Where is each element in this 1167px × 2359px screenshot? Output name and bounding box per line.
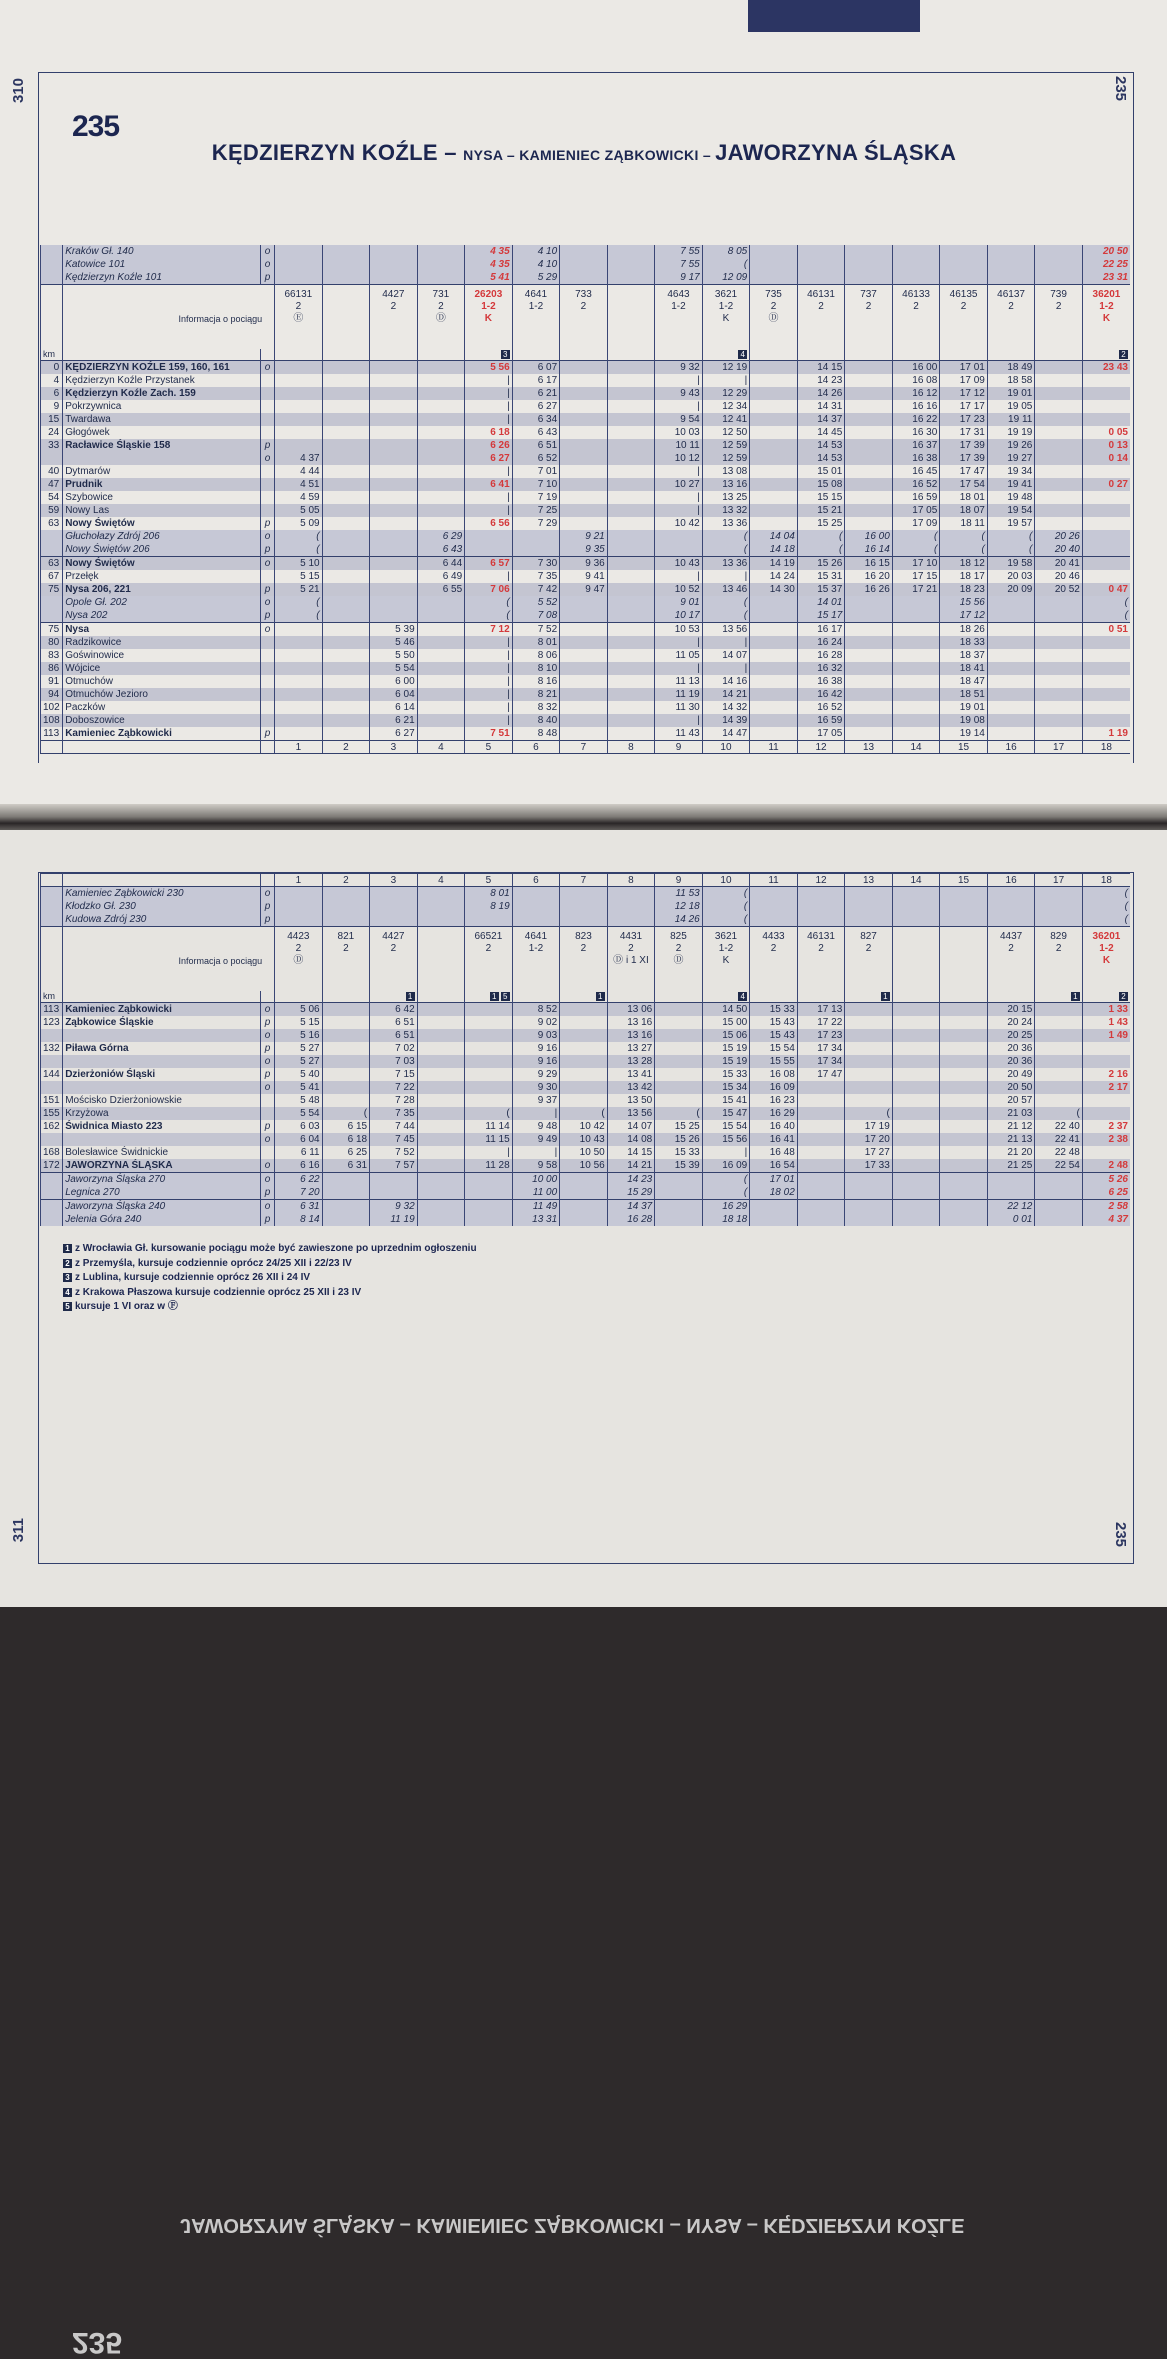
page-number-top-left: 310 (10, 78, 27, 104)
footnote-text: z Przemyśla, kursuje codziennie oprócz 24/25 XII i 22/23 IV (75, 1257, 352, 1269)
train-info-label: Informacja o pociągu (63, 927, 275, 992)
footnote-text: kursuje 1 VI oraz w Ⓕ (75, 1301, 178, 1312)
train-info (607, 285, 655, 350)
train-info: 46131 2 (797, 927, 845, 992)
connecting-row: Katowice 101 o 4 35 4 10 7 55 ( 22 25 (41, 258, 1131, 271)
footnote-marker: 4 (738, 350, 747, 359)
footnote-marker: 5 (501, 992, 510, 1001)
station-name: Doboszowice (63, 714, 261, 727)
train-info (892, 927, 940, 992)
station-name: Mościsko Dzierżoniowskie (65, 1095, 182, 1106)
train-info: 36201 1-2 K (1082, 927, 1130, 992)
train-info: 4427 2 (370, 285, 418, 350)
station-row: 75 Nysa 206, 221 p 5 21 6 55 7 06 7 42 9 47 10 52 13 46 14 30 15 37 16 26 17 21 18 23 20 09 20 52 0 47 (41, 583, 1131, 596)
route-number: 235 (72, 110, 120, 143)
station-row: 33 Racławice Śląskie 158 p 6 26 6 51 10 11 12 59 14 53 16 37 17 39 19 26 0 13 (41, 439, 1131, 452)
train-info: 46133 2 (892, 285, 940, 350)
station-name: JAWORZYNA ŚLĄSKA (63, 1159, 261, 1173)
station-name: KĘDZIERZYN KOŹLE 159, 160, 161 (63, 361, 261, 375)
station-row: Nysa 202 p ( ( 7 08 10 17 ( 15 17 17 12 ( (41, 609, 1131, 623)
station-row: 91 Otmuchów 6 00 | 8 16 11 13 14 16 16 38 18 47 (41, 675, 1131, 688)
footnote-text: z Krakowa Płaszowa kursuje codziennie oprócz 25 XII i 23 IV (75, 1286, 362, 1298)
station-name: Jaworzyna Śląska 270 (63, 1173, 261, 1187)
station-row: 75 Nysa o 5 39 7 12 7 52 10 53 13 56 16 17 18 26 0 51 (41, 623, 1131, 637)
station-row: o 5 41 7 22 9 30 13 42 15 34 16 09 20 50 2 17 (41, 1081, 1131, 1094)
footnote-item (63, 1257, 477, 1272)
connecting-row: Kędzierzyn Koźle 101 p 5 41 5 29 9 17 12 09 23 31 (41, 271, 1131, 285)
connecting-row: Kudowa Zdrój 230 p 14 26 ( ( (41, 913, 1131, 927)
station-row: 102 Paczków 6 14 | 8 32 11 30 14 32 16 52 19 01 (41, 701, 1131, 714)
connecting-row: Kamieniec Ząbkowicki 230 o 8 01 11 53 ( ( (41, 887, 1131, 901)
station-name (63, 1055, 261, 1068)
connecting-row: Kłodzko Gł. 230 p 8 19 12 18 ( ( (41, 900, 1131, 913)
station-name: Głogówek (65, 427, 110, 438)
station-name: Nysa (63, 623, 261, 637)
station-row: 123 Ząbkowice Śląskie p 5 15 6 51 9 02 13 16 15 00 15 43 17 22 20 24 1 43 (41, 1016, 1131, 1029)
station-name: Nysa 206, 221 (63, 583, 261, 596)
train-info: 4431 2 Ⓓ i 1 XI (607, 927, 655, 992)
station-name: Kędzierzyn Koźle Przystanek (65, 375, 195, 386)
train-info: 4641 1-2 (512, 927, 560, 992)
station-name: Ząbkowice Śląskie (65, 1017, 154, 1028)
station-name: Kamieniec Ząbkowicki 230 (63, 887, 261, 901)
train-info: 46135 2 (940, 285, 988, 350)
footnote-marker: 4 (738, 992, 747, 1001)
station-row: 63 Nowy Świętów o 5 10 6 44 6 57 7 30 9 36 10 43 13 36 14 19 15 26 16 15 17 10 18 12 19 58 20 41 (41, 557, 1131, 571)
footnote-marker: 1 (596, 992, 605, 1001)
station-row: Jaworzyna Śląska 270 o 6 22 10 00 14 23 ( 17 01 5 26 (41, 1173, 1131, 1187)
train-info: 739 2 (1035, 285, 1083, 350)
show-through-number: 235 (72, 2326, 123, 2359)
train-info-row (41, 285, 1131, 350)
station-name: Kędzierzyn Koźle 101 (63, 271, 261, 285)
station-row: 40 Dytmarów 4 44 | 7 01 | 13 08 15 01 16 45 17 47 19 34 (41, 465, 1131, 478)
train-info: 3621 1-2 K (702, 927, 750, 992)
station-name: Katowice 101 (63, 258, 261, 271)
station-name: Dytmarów (65, 466, 111, 477)
footnote-marker: 5 (63, 1302, 72, 1311)
station-name: Dzierżoniów Śląski (65, 1069, 156, 1080)
station-name: Przełęk (65, 571, 99, 582)
footnote-marker: 1 (881, 992, 890, 1001)
station-name: Głuchołazy Zdrój 206 (63, 530, 261, 543)
route-title-middle: NYSA – KAMIENIEC ZĄBKOWICKI – (463, 147, 716, 163)
station-row: Opole Gł. 202 o ( ( 5 52 9 01 ( 14 01 15 56 ( (41, 596, 1131, 609)
station-row: Jelenia Góra 240 p 8 14 11 19 13 31 16 28 18 18 0 01 4 37 (41, 1213, 1131, 1226)
train-info: 731 2 Ⓓ (417, 285, 465, 350)
station-row: Jaworzyna Śląska 240 o 6 31 9 32 11 49 14 37 16 29 22 12 2 58 (41, 1200, 1131, 1214)
station-name: Otmuchów Jezioro (63, 688, 261, 701)
station-row: 86 Wójcice 5 54 | 8 10 | | 16 32 18 41 (41, 662, 1131, 675)
route-title (40, 140, 1128, 166)
station-name: Kamieniec Ząbkowicki (65, 728, 172, 739)
station-name: Nowy Świętów (65, 518, 135, 529)
station-row: 83 Goświnowice 5 50 | 8 06 11 05 14 07 16 28 18 37 (41, 649, 1131, 662)
footnote-marker: 3 (501, 350, 510, 359)
station-row: 9 Pokrzywnica | 6 27 | 12 34 14 31 16 16 17 17 19 05 (41, 400, 1131, 413)
station-row: 162 Świdnica Miasto 223 p 6 03 6 15 7 44 11 14 9 48 10 42 14 07 15 25 15 54 16 40 17 19 21 12 22 40 2 37 (41, 1120, 1131, 1133)
station-name: Jelenia Góra 240 (63, 1213, 261, 1226)
page-number-top-right: 235 (1112, 76, 1129, 102)
station-row: 63 Nowy Świętów p 5 09 6 56 7 29 10 42 13 36 15 25 17 09 18 11 19 57 (41, 517, 1131, 530)
footnote-marker-row: km 3 4 2 (41, 349, 1131, 361)
footnote-item (63, 1271, 477, 1286)
timetable-bottom (40, 873, 1130, 1226)
station-name (63, 1133, 261, 1146)
footnotes (63, 1242, 477, 1315)
footnote-marker: 1 (63, 1244, 72, 1253)
station-name: Twardawa (63, 413, 261, 426)
train-info: 4641 1-2 (512, 285, 560, 350)
station-name (63, 1081, 261, 1094)
station-name: Świdnica Miasto 223 (65, 1121, 163, 1132)
station-name: Kudowa Zdrój 230 (63, 913, 261, 927)
train-info (417, 927, 465, 992)
train-info-label: Informacja o pociągu (63, 285, 275, 350)
column-numbers: 1 2 3 4 5 6 7 8 9 10 11 12 13 14 15 16 17 18 (41, 874, 1131, 887)
station-name: Wójcice (63, 662, 261, 675)
train-info: 4437 2 (987, 927, 1035, 992)
footnote-item (63, 1286, 477, 1301)
station-row: 132 Piława Górna p 5 27 7 02 9 16 13 27 15 19 15 54 17 34 20 36 (41, 1042, 1131, 1055)
footnote-marker: 1 (406, 992, 415, 1001)
page-number-bottom-left: 311 (10, 1518, 27, 1543)
footnote-text: z Wrocławia Gł. kursowanie pociągu może być zawieszone po uprzednim ogłoszeniu (75, 1243, 477, 1254)
footnote-marker: 4 (63, 1288, 72, 1297)
train-info: 66521 2 (465, 927, 513, 992)
footnote-marker: 1 (1071, 992, 1080, 1001)
station-row: 15 Twardawa | 6 34 9 54 12 41 14 37 16 22 17 23 19 11 (41, 413, 1131, 426)
station-row: 59 Nowy Las 5 05 | 7 25 | 13 32 15 21 17 05 18 07 19 54 (41, 504, 1131, 517)
train-info: 46137 2 (987, 285, 1035, 350)
station-row: 144 Dzierżoniów Śląski p 5 40 7 15 9 29 13 41 15 33 16 08 17 47 20 49 2 16 (41, 1068, 1131, 1081)
footnote-item (63, 1242, 477, 1257)
footnote-marker: 3 (63, 1273, 72, 1282)
station-row: 54 Szybowice 4 59 | 7 19 | 13 25 15 15 16 59 18 01 19 48 (41, 491, 1131, 504)
footnote-marker: 1 (490, 992, 499, 1001)
route-title-start: KĘDZIERZYN KOŹLE – (211, 140, 464, 165)
train-info: 823 2 (560, 927, 608, 992)
train-info: 821 2 (322, 927, 370, 992)
station-name: Pokrzywnica (65, 401, 122, 412)
station-name: Kraków Gł. 140 (63, 245, 261, 258)
train-info (940, 927, 988, 992)
station-row: o 5 27 7 03 9 16 13 28 15 19 15 55 17 34 20 36 (41, 1055, 1131, 1068)
station-name: Prudnik (63, 478, 261, 491)
train-info: 827 2 (845, 927, 893, 992)
connecting-row: Kraków Gł. 140 o 4 35 4 10 7 55 8 05 20 50 (41, 245, 1131, 258)
train-info: 3621 1-2 K (702, 285, 750, 350)
station-row: 151 Mościsko Dzierżoniowskie 5 48 7 28 9 37 13 50 15 41 16 23 20 57 (41, 1094, 1131, 1107)
station-row: 108 Doboszowice 6 21 | 8 40 | 14 39 16 59 19 08 (41, 714, 1131, 727)
station-name: Kędzierzyn Koźle Zach. 159 (63, 387, 261, 400)
station-row: Głuchołazy Zdrój 206 o ( 6 29 9 21 ( 14 04 ( 16 00 ( ( ( 20 26 (41, 530, 1131, 543)
station-name: Krzyżowa (63, 1107, 261, 1120)
station-row: 80 Radzikowice 5 46 | 8 01 | | 16 24 18 33 (41, 636, 1131, 649)
station-row: o 6 04 6 18 7 45 11 15 9 49 10 43 14 08 15 26 15 56 16 41 17 20 21 13 22 41 2 38 (41, 1133, 1131, 1146)
station-row: 47 Prudnik 4 51 6 41 7 10 10 27 13 16 15 08 16 52 17 54 19 41 0 27 (41, 478, 1131, 491)
footnote-text: z Lublina, kursuje codziennie oprócz 26 XII i 24 IV (75, 1272, 311, 1283)
station-name: Legnica 270 (63, 1186, 261, 1200)
station-row: 6 Kędzierzyn Koźle Zach. 159 | 6 21 9 43 12 29 14 26 16 12 17 12 19 01 (41, 387, 1131, 400)
train-info: 733 2 (560, 285, 608, 350)
footnote-marker: 2 (1119, 992, 1128, 1001)
show-through-text: JAWORZYNA ŚLĄSKA – KAMIENIEC ZĄBKOWICKI – NYSA – KĘDZIERZYN KOŹLE (180, 2214, 965, 2236)
station-name: Nysa 202 (63, 609, 261, 623)
train-info (322, 285, 370, 350)
top-page (0, 0, 1167, 820)
station-name (63, 452, 261, 465)
train-info: 4423 2 Ⓓ (275, 927, 323, 992)
station-name: Radzikowice (63, 636, 261, 649)
station-name: Nowy Świętów 206 (63, 543, 261, 557)
train-info: 4643 1-2 (655, 285, 703, 350)
train-info: 737 2 (845, 285, 893, 350)
station-name: Szybowice (65, 492, 113, 503)
footnote-marker: 2 (63, 1259, 72, 1268)
station-name: Opole Gł. 202 (63, 596, 261, 609)
station-name: Paczków (65, 702, 106, 713)
station-row: Legnica 270 p 7 20 11 00 15 29 ( 18 02 6 25 (41, 1186, 1131, 1200)
train-info: 46131 2 (797, 285, 845, 350)
column-numbers: 1 2 3 4 5 6 7 8 9 10 11 12 13 14 15 16 17 18 (41, 741, 1131, 754)
station-name: Goświnowice (65, 650, 125, 661)
train-info: 829 2 (1035, 927, 1083, 992)
station-name: Nowy Las (63, 504, 261, 517)
train-info-row (41, 927, 1131, 992)
train-info: 825 2 Ⓓ (655, 927, 703, 992)
station-row: 67 Przełęk 5 15 6 49 | 7 35 9 41 | | 14 24 15 31 16 20 17 15 18 17 20 03 20 46 (41, 570, 1131, 583)
train-info: 735 2 Ⓓ (750, 285, 798, 350)
station-row: 113 Kamieniec Ząbkowicki p 6 27 7 51 8 48 11 43 14 47 17 05 19 14 1 19 (41, 727, 1131, 741)
station-name: Piława Górna (65, 1043, 129, 1054)
station-row: Nowy Świętów 206 p ( 6 43 9 35 ( 14 18 ( 16 14 ( ( ( 20 40 (41, 543, 1131, 557)
station-name: Kamieniec Ząbkowicki (63, 1003, 261, 1017)
station-row: o 4 37 6 27 6 52 10 12 12 59 14 53 16 38 17 39 19 27 0 14 (41, 452, 1131, 465)
station-name: Jaworzyna Śląska 240 (63, 1200, 261, 1214)
timetable-top (40, 245, 1130, 754)
footnote-item (63, 1300, 477, 1315)
train-info: 66131 2 Ⓔ (275, 285, 323, 350)
train-info: 4427 2 (370, 927, 418, 992)
train-info: 36201 1-2 K (1082, 285, 1130, 350)
station-name: Nowy Świętów (63, 557, 261, 571)
station-row: 172 JAWORZYNA ŚLĄSKA o 6 16 6 31 7 57 11 28 9 58 10 56 14 21 15 39 16 09 16 54 17 33 21 25 22 54 2 48 (41, 1159, 1131, 1173)
footnote-marker: 2 (1119, 350, 1128, 359)
route-title-end: JAWORZYNA ŚLĄSKA (715, 140, 957, 165)
station-name: Bolesławice Świdnickie (65, 1147, 169, 1158)
train-info: 26203 1-2 K (465, 285, 513, 350)
page-number-bottom-right: 235 (1112, 1522, 1129, 1548)
station-row: 24 Głogówek 6 18 6 43 10 03 12 50 14 45 16 30 17 31 19 19 0 05 (41, 426, 1131, 439)
station-row: o 5 16 6 51 9 03 13 16 15 06 15 43 17 23 20 25 1 49 (41, 1029, 1131, 1042)
station-name: Otmuchów (65, 676, 113, 687)
footnote-marker-row: km 1 1 5 1 4 1 1 2 (41, 991, 1131, 1003)
station-name (63, 1029, 261, 1042)
tab-marker (748, 0, 920, 32)
station-row: 4 Kędzierzyn Koźle Przystanek | 6 17 | | 14 23 16 08 17 09 18 58 (41, 374, 1131, 387)
train-info: 4433 2 (750, 927, 798, 992)
station-row: 94 Otmuchów Jezioro 6 04 | 8 21 11 19 14 21 16 42 18 51 (41, 688, 1131, 701)
station-row: 0 KĘDZIERZYN KOŹLE 159, 160, 161 o 5 56 6 07 9 32 12 19 14 15 16 00 17 01 18 49 23 43 (41, 361, 1131, 375)
station-row: 113 Kamieniec Ząbkowicki o 5 06 6 42 8 52 13 06 14 50 15 33 17 13 20 15 1 33 (41, 1003, 1131, 1017)
station-row: 155 Krzyżowa 5 54 ( 7 35 ( | ( 13 56 ( 15 47 16 29 ( 21 03 ( (41, 1107, 1131, 1120)
station-row: 168 Bolesławice Świdnickie 6 11 6 25 7 52 | | 10 50 14 15 15 33 | 16 48 17 27 21 20 22 48 (41, 1146, 1131, 1159)
station-name: Kłodzko Gł. 230 (63, 900, 261, 913)
station-name: Racławice Śląskie 158 (63, 439, 261, 452)
